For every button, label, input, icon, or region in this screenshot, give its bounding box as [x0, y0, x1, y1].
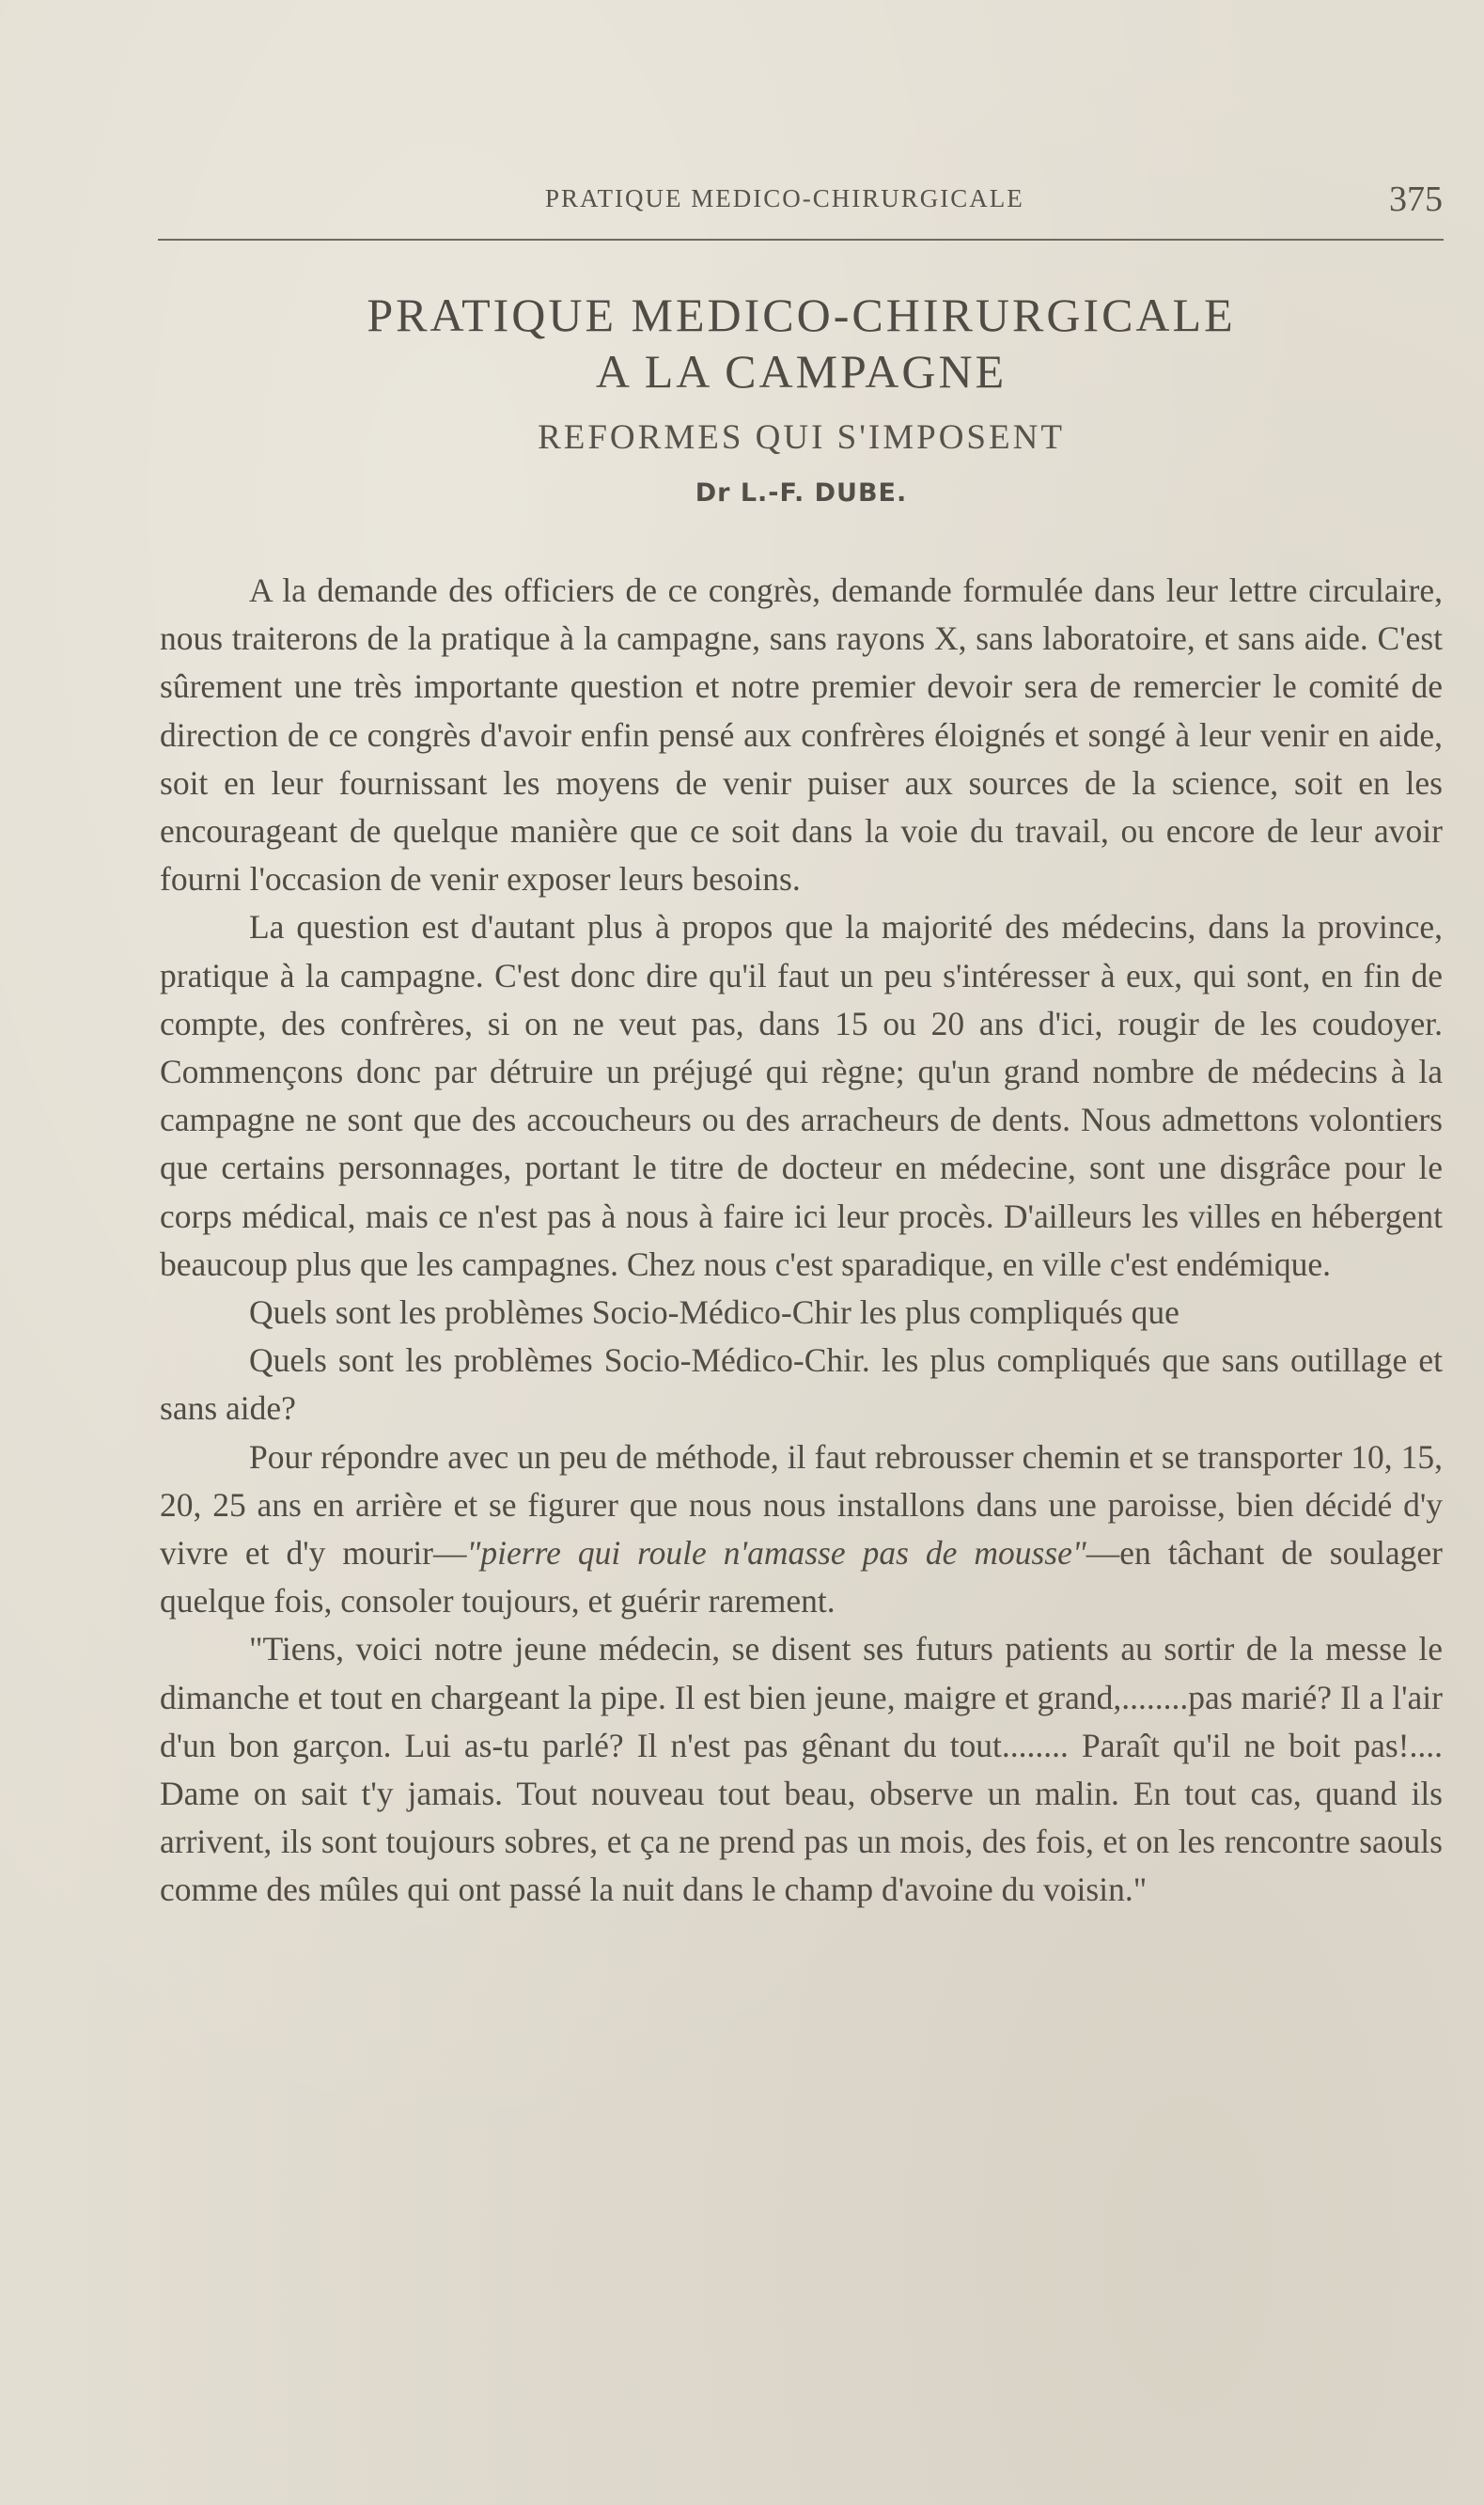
paragraph-3: Quels sont les problèmes Socio-Médico-Chir les plus compliqués que	[249, 1293, 1179, 1332]
article-body	[160, 567, 1443, 1915]
header-rule	[158, 239, 1444, 241]
article-title-line-1: PRATIQUE MEDICO-CHIRURGICALE	[367, 289, 1236, 341]
article-subtitle: REFORMES QUI S'IMPOSENT	[538, 418, 1065, 457]
paragraph-5	[160, 1433, 1443, 1626]
paragraph-6: "Tiens, voici notre jeune médecin, se disent ses futurs patients au sortir de la messe le dimanche et tout en chargeant la pipe. Il est bien jeune, maigre et grand,........pas marié? Il a l'air d'un bon garçon. Lui as-tu parlé? Il n'est pas gênant du tout........ Paraît qu'il ne boit pas!.... Dame on sait t'y jamais. Tout nouveau tout beau, observe un malin. En tout cas, quand ils arrivent, ils sont toujours sobres, et ça ne prend pas un mois, des fois, et on les rencontre saouls comme des mûles qui ont passé la nuit dans le champ d'avoine du voisin."	[160, 1630, 1443, 1909]
running-head	[160, 179, 1443, 226]
article-author: Dr L.-F. DUBE.	[695, 478, 908, 508]
page-number: 375	[1389, 180, 1443, 219]
running-title: PRATIQUE MEDICO-CHIRURGICALE	[545, 184, 1024, 212]
article-title-line-2: A LA CAMPAGNE	[595, 345, 1008, 398]
paragraph-5-text-a: Pour répondre avec un peu de méthode, il faut rebrousser chemin et se transporter 10, 15, 20, 25 ans en arrière et se figurer que nous nous installons dans une paroisse, bien décidé d'y vivre et d'y mourir—	[160, 1437, 1443, 1573]
paragraph-4: Quels sont les problèmes Socio-Médico-Chir. les plus compliqués que sans outillage et sans aide?	[160, 1341, 1443, 1428]
paragraph-2: La question est d'autant plus à propos que la majorité des médecins, dans la province, pratique à la campagne. C'est donc dire qu'il faut un peu s'intéresser à eux, qui sont, en fin de compte, des confrères, si on ne veut pas, dans 15 ou 20 ans d'ici, rougir de les coudoyer. Commençons donc par détruire un préjugé qui règne; qu'un grand nombre de médecins à la campagne ne sont que des accoucheurs ou des arracheurs de dents. Nous admettons volontiers que certains personnages, portant le titre de docteur en médecine, sont une disgrâce pour le corps médical, mais ce n'est pas à nous à faire ici leur procès. D'ailleurs les villes en hébergent beaucoup plus que les campagnes. Chez nous c'est sparadique, en ville c'est endémique.	[160, 908, 1443, 1283]
article-title-block	[160, 287, 1443, 508]
paragraph-5-quote: "pierre qui roule n'amasse pas de mousse"	[466, 1534, 1086, 1573]
paragraph-1: A la demande des officiers de ce congrès, demande formulée dans leur lettre circulaire, nous traiterons de la pratique à la campagne, sans rayons X, sans laboratoire, et sans aide. C'est sûrement une très importante question et notre premier devoir sera de remercier le comité de direction de ce congrès d'avoir enfin pensé aux confrères éloignés et songé à leur venir en aide, soit en leur fournissant les moyens de venir puiser aux sources de la science, soit en les encourageant de quelque manière que ce soit dans la voie du travail, ou encore de leur avoir fourni l'occasion de venir exposer leurs besoins.	[160, 571, 1443, 899]
paragraph-5-text-b: —en tâchant de soulager quelque fois, consoler toujours, et guérir rarement.	[160, 1534, 1443, 1620]
